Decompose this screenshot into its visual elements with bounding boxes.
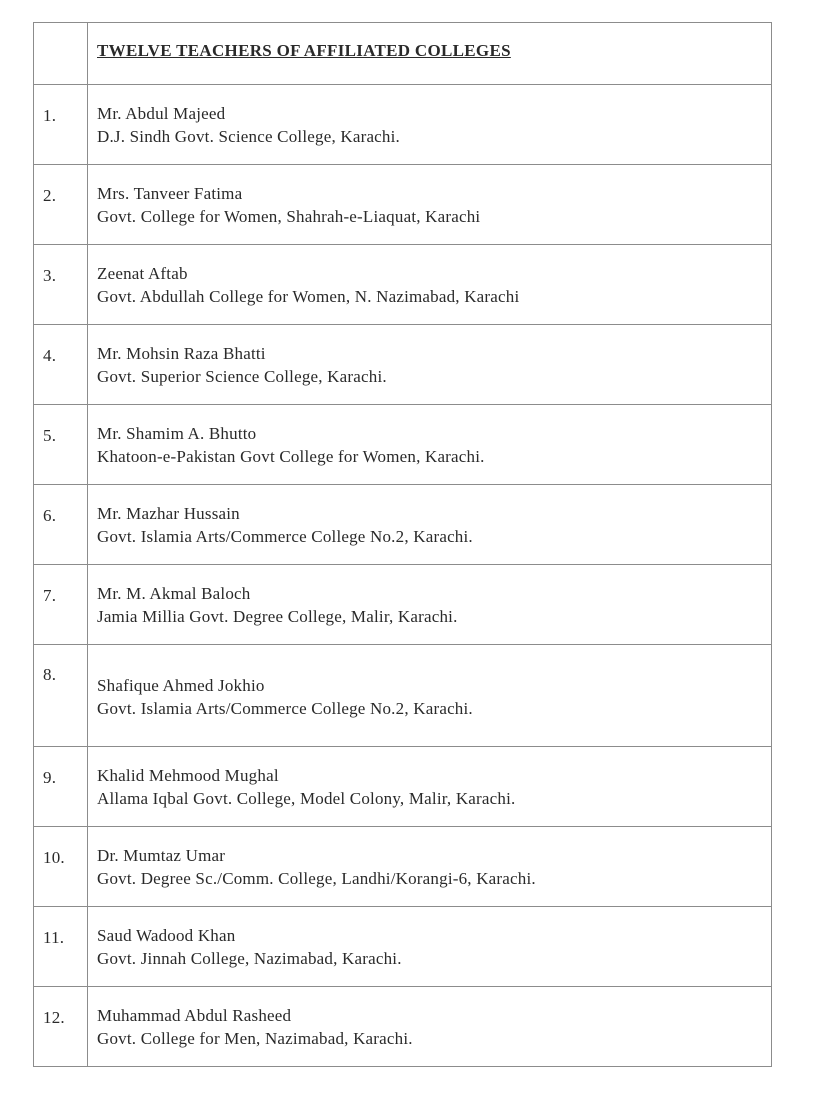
teacher-entry (88, 325, 772, 405)
serial-number: 10. (34, 827, 88, 907)
teacher-name: Dr. Mumtaz Umar (97, 846, 226, 865)
table-row (34, 747, 772, 827)
serial-number: 3. (34, 245, 88, 325)
table-row (34, 165, 772, 245)
teacher-name: Mr. Mohsin Raza Bhatti (97, 344, 266, 363)
teacher-name: Mrs. Tanveer Fatima (97, 184, 243, 203)
college-name: Govt. Islamia Arts/Commerce College No.2, Karachi. (97, 527, 473, 546)
college-name: Khatoon-e-Pakistan Govt College for Women, Karachi. (97, 447, 485, 466)
serial-number: 8. (34, 645, 88, 747)
college-name: Allama Iqbal Govt. College, Model Colony, Malir, Karachi. (97, 789, 516, 808)
teacher-entry (88, 485, 772, 565)
teacher-name: Mr. Shamim A. Bhutto (97, 424, 257, 443)
table-row (34, 85, 772, 165)
title-number-cell (34, 23, 88, 85)
serial-number: 12. (34, 987, 88, 1067)
teacher-name: Muhammad Abdul Rasheed (97, 1006, 292, 1025)
serial-number: 1. (34, 85, 88, 165)
college-name: Govt. Abdullah College for Women, N. Nazimabad, Karachi (97, 287, 520, 306)
college-name: Govt. Degree Sc./Comm. College, Landhi/Korangi-6, Karachi. (97, 869, 536, 888)
teacher-name: Khalid Mehmood Mughal (97, 766, 279, 785)
serial-number: 11. (34, 907, 88, 987)
teacher-name: Mr. M. Akmal Baloch (97, 584, 251, 603)
college-name: Govt. Jinnah College, Nazimabad, Karachi. (97, 949, 402, 968)
table-row (34, 645, 772, 747)
teacher-name: Mr. Abdul Majeed (97, 104, 226, 123)
document-title: TWELVE TEACHERS OF AFFILIATED COLLEGES (88, 23, 772, 85)
title-row (34, 23, 772, 85)
teacher-name: Saud Wadood Khan (97, 926, 236, 945)
teacher-entry (88, 85, 772, 165)
teacher-entry (88, 827, 772, 907)
teacher-entry (88, 405, 772, 485)
table-row (34, 827, 772, 907)
teacher-name: Shafique Ahmed Jokhio (97, 676, 265, 695)
teacher-entry (88, 987, 772, 1067)
serial-number: 6. (34, 485, 88, 565)
teacher-name: Mr. Mazhar Hussain (97, 504, 240, 523)
table-row (34, 565, 772, 645)
college-name: D.J. Sindh Govt. Science College, Karachi. (97, 127, 401, 146)
teacher-entry (88, 245, 772, 325)
serial-number: 7. (34, 565, 88, 645)
teacher-entry (88, 747, 772, 827)
college-name: Govt. Islamia Arts/Commerce College No.2, Karachi. (97, 699, 473, 718)
college-name: Govt. Superior Science College, Karachi. (97, 367, 387, 386)
serial-number: 4. (34, 325, 88, 405)
college-name: Govt. College for Men, Nazimabad, Karachi. (97, 1029, 413, 1048)
teachers-table (33, 22, 772, 1067)
serial-number: 2. (34, 165, 88, 245)
table-row (34, 245, 772, 325)
college-name: Jamia Millia Govt. Degree College, Malir, Karachi. (97, 607, 458, 626)
teacher-name: Zeenat Aftab (97, 264, 188, 283)
table-row (34, 987, 772, 1067)
serial-number: 5. (34, 405, 88, 485)
teacher-entry (88, 645, 772, 747)
table-row (34, 907, 772, 987)
table-row (34, 485, 772, 565)
teacher-entry (88, 165, 772, 245)
table-row (34, 405, 772, 485)
college-name: Govt. College for Women, Shahrah-e-Liaquat, Karachi (97, 207, 481, 226)
teacher-entry (88, 565, 772, 645)
teacher-entry (88, 907, 772, 987)
table-row (34, 325, 772, 405)
serial-number: 9. (34, 747, 88, 827)
